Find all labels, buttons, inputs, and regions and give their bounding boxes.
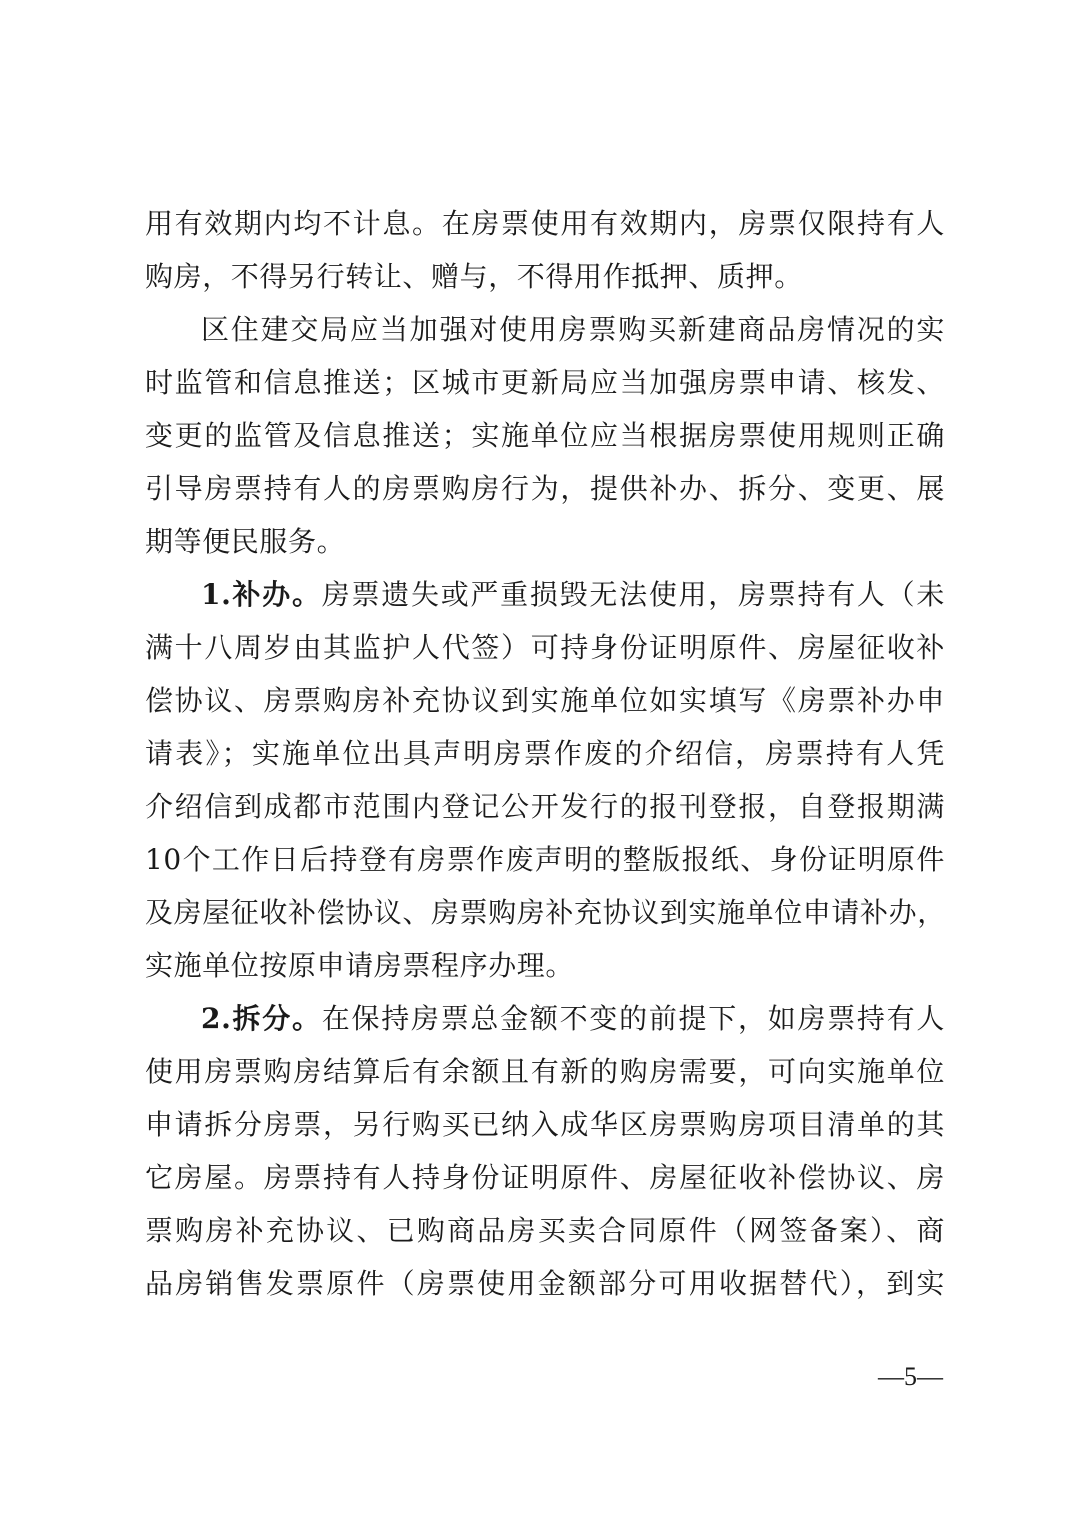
- text-line: 引导房票持有人的房票购房行为，提供补办、拆分、变更、展: [145, 472, 945, 505]
- paragraph-start-line: [145, 992, 945, 1045]
- text-line: 购房，不得另行转让、赠与，不得用作抵押、质押。: [145, 260, 803, 293]
- page-number: —5—: [878, 1362, 943, 1391]
- text-span: 在保持房票总金额不变的前提下，如房票持有人: [321, 1002, 945, 1035]
- text-line: 及房屋征收补偿协议、房票购房补充协议到实施单位申请补办，: [145, 896, 946, 929]
- text-line: 使用房票购房结算后有余额且有新的购房需要，可向实施单位: [145, 1055, 945, 1088]
- paragraph-start-line: [145, 568, 945, 621]
- text-line: 介绍信到成都市范围内登记公开发行的报刊登报，自登报期满: [145, 790, 945, 823]
- text-line: 变更的监管及信息推送；实施单位应当根据房票使用规则正确: [145, 419, 945, 452]
- text-line: 用有效期内均不计息。在房票使用有效期内，房票仅限持有人: [145, 207, 945, 240]
- text-line: 品房销售发票原件（房票使用金额部分可用收据替代），到实: [145, 1267, 945, 1300]
- section-heading-reissue: 1.补办。: [201, 578, 322, 611]
- text-line: 请表》；实施单位出具声明房票作废的介绍信，房票持有人凭: [145, 737, 945, 770]
- section-heading-split: 2.拆分。: [201, 1002, 322, 1035]
- text-line: 它房屋。房票持有人持身份证明原件、房屋征收补偿协议、房: [145, 1161, 945, 1194]
- text-line: 票购房补充协议、已购商品房买卖合同原件（网签备案）、商: [145, 1214, 945, 1247]
- text-line: 偿协议、房票购房补充协议到实施单位如实填写《房票补办申: [145, 684, 945, 717]
- text-line: 满十八周岁由其监护人代签）可持身份证明原件、房屋征收补: [145, 631, 945, 664]
- text-line: 期等便民服务。: [145, 525, 346, 558]
- text-line: 时监管和信息推送；区城市更新局应当加强房票申请、核发、: [145, 366, 945, 399]
- text-span: 房票遗失或严重损毁无法使用，房票持有人（未: [321, 578, 945, 611]
- text-line: 申请拆分房票，另行购买已纳入成华区房票购房项目清单的其: [145, 1108, 945, 1141]
- text-line: 实施单位按原申请房票程序办理。: [145, 949, 575, 982]
- body-text: [145, 197, 945, 1310]
- paragraph-start-line: 区住建交局应当加强对使用房票购买新建商品房情况的实: [201, 313, 945, 346]
- text-line: 10个工作日后持登有房票作废声明的整版报纸、身份证明原件: [145, 843, 945, 876]
